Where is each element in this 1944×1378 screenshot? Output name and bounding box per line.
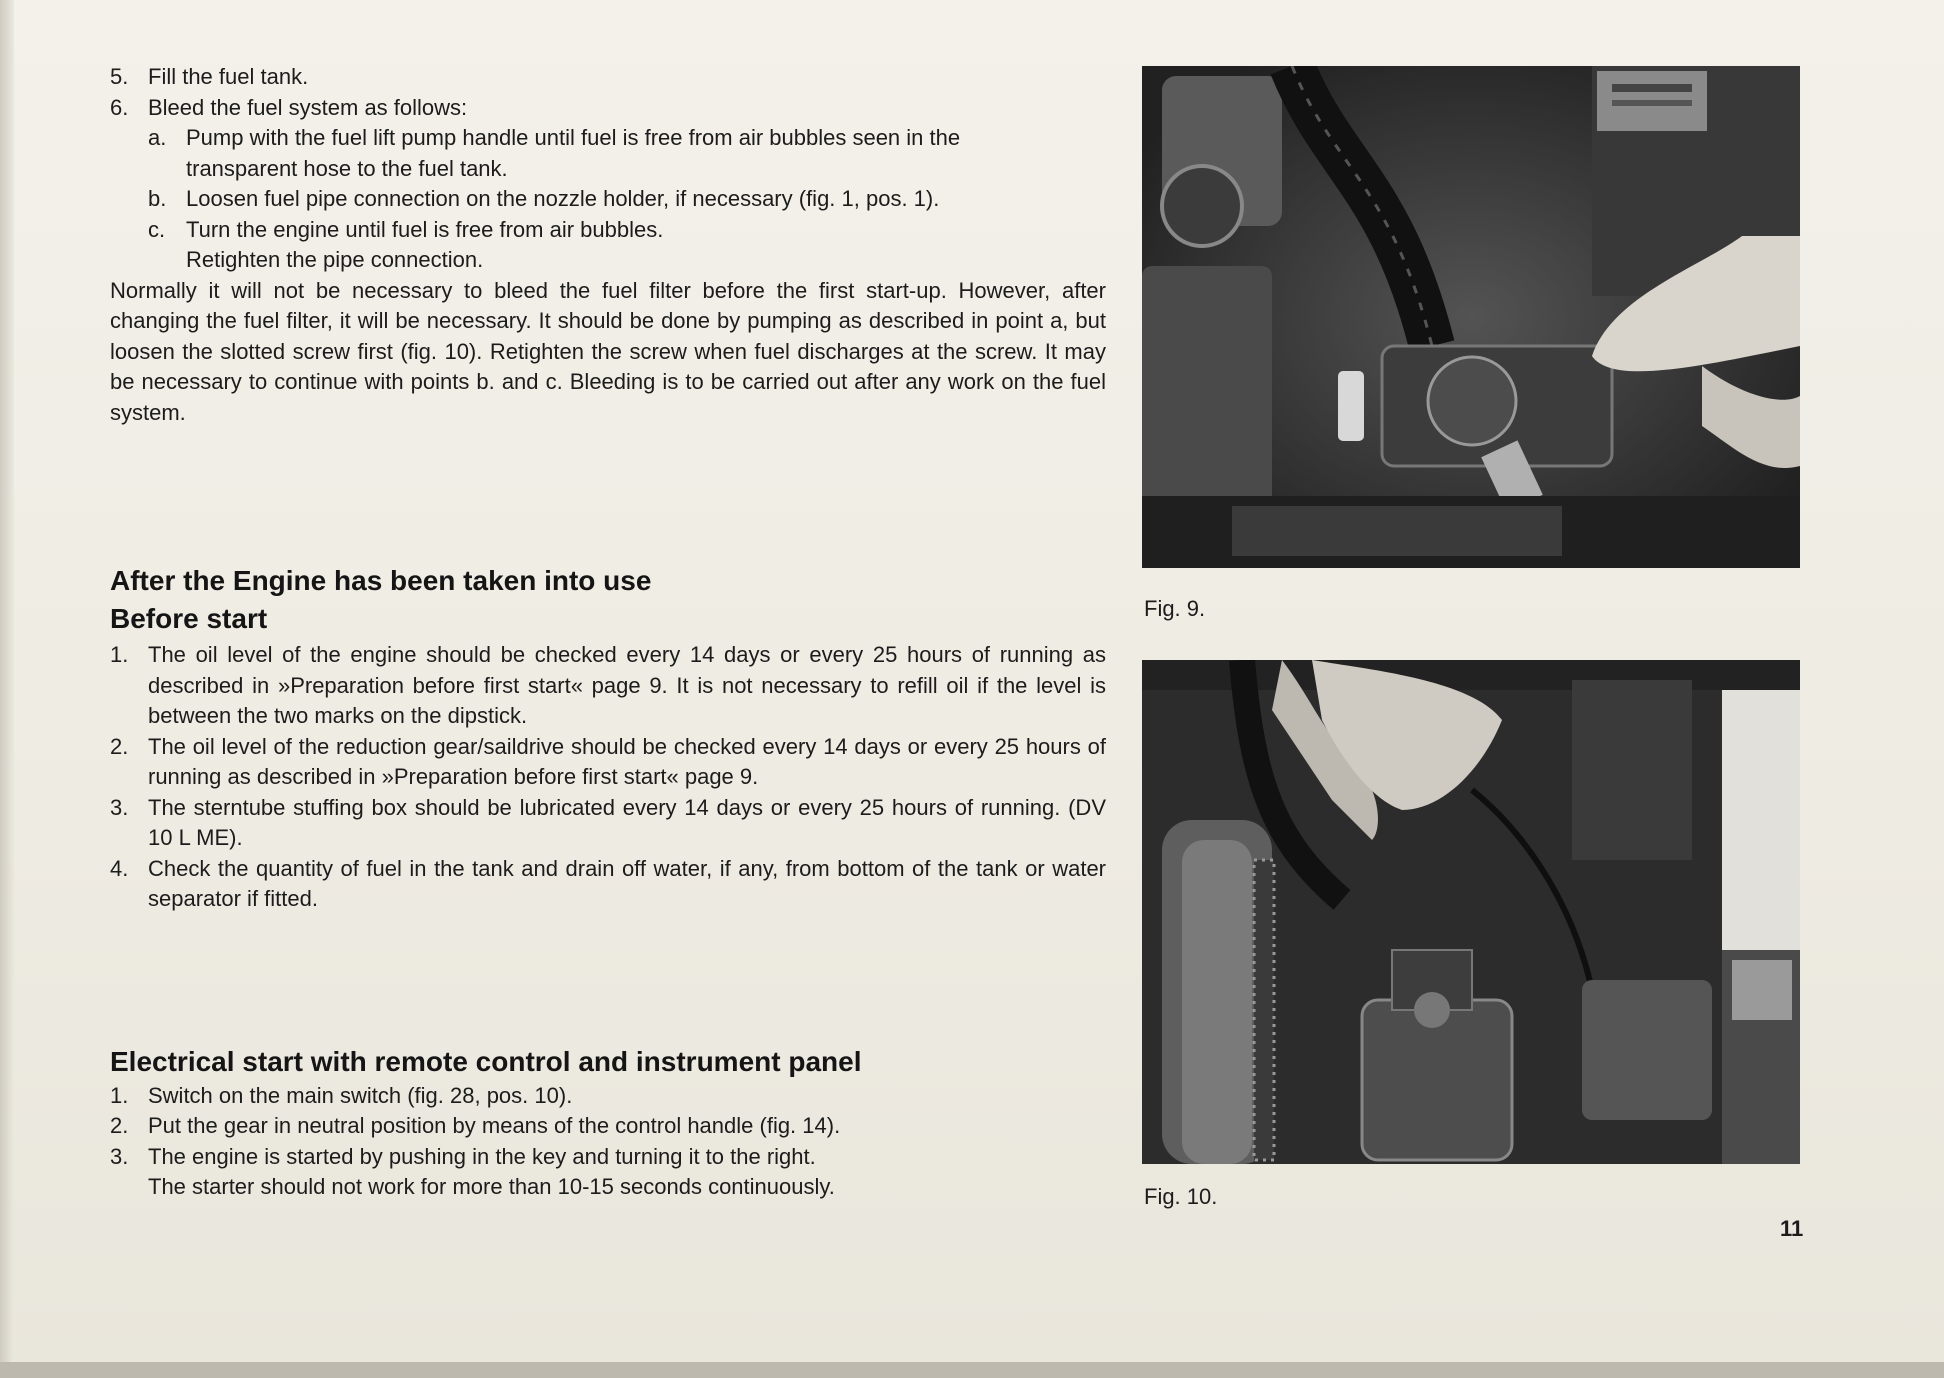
item-text: Switch on the main switch (fig. 28, pos. 10). xyxy=(148,1082,573,1108)
section-subheading: Before start xyxy=(110,603,268,634)
fig-9-illustration xyxy=(1142,66,1800,568)
section-heading: After the Engine has been taken into use xyxy=(110,565,652,596)
substep-text-cont: transparent hose to the fuel tank. xyxy=(186,155,508,181)
check-item-2 xyxy=(110,732,1106,793)
page-number: 11 xyxy=(1780,1216,1804,1241)
text-column xyxy=(110,62,1106,1203)
substep-text: Turn the engine until fuel is free from air bubbles. xyxy=(186,216,664,242)
substep-letter: c. xyxy=(148,216,166,242)
step-number: 5. xyxy=(110,64,129,89)
substep-letter: b. xyxy=(148,186,167,211)
fig-10-caption: Fig. 10. xyxy=(1144,1184,1218,1209)
step-text: Bleed the fuel system as follows: xyxy=(148,94,468,120)
fig-10-engine-photo xyxy=(1142,660,1800,1164)
item-text: The sterntube stuffing box should be lubricated every 14 days or every 25 hours of running. (DV 10 L ME). xyxy=(148,794,1106,850)
substep-b xyxy=(110,184,1106,215)
item-number: 2. xyxy=(110,1113,129,1138)
item-text-cont: The starter should not work for more than 10-15 seconds continuously. xyxy=(148,1174,835,1199)
check-item-4 xyxy=(110,854,1106,915)
item-text: Check the quantity of fuel in the tank and drain off water, if any, from bottom of the tank or water separator if fitted. xyxy=(148,855,1106,911)
substep-letter: a. xyxy=(148,125,167,150)
retighten-note: Retighten the pipe connection. xyxy=(186,247,484,272)
item-number: 2. xyxy=(110,733,129,759)
section-heading-electrical: Electrical start with remote control and instrument panel xyxy=(110,1045,862,1077)
item-text: The engine is started by pushing in the key and turning it to the right. xyxy=(148,1143,816,1169)
substep-c xyxy=(110,215,1106,246)
page-bottom-edge xyxy=(0,1362,1944,1378)
fig-10-illustration xyxy=(1142,660,1800,1164)
item-text: The oil level of the engine should be checked every 14 days or every 25 hours of running as described in »Preparation before first start« page 9. It is not necessary to refill oil if the level is between the two marks on the dipstick. xyxy=(148,642,1106,728)
item-text: The oil level of the reduction gear/saildrive should be checked every 14 days or every 25 hours of running as described in »Preparation before first start« page 9. xyxy=(148,733,1106,789)
item-text: Put the gear in neutral position by means of the control handle (fig. 14). xyxy=(148,1113,841,1138)
substep-a xyxy=(110,123,1106,184)
item-number: 1. xyxy=(110,1082,129,1108)
item-number: 4. xyxy=(110,855,129,881)
fig-9-engine-photo xyxy=(1142,66,1800,568)
step-number: 6. xyxy=(110,94,129,120)
start-item-2 xyxy=(110,1111,1106,1142)
check-item-3 xyxy=(110,793,1106,854)
item-number: 3. xyxy=(110,1143,129,1169)
substep-text: Loosen fuel pipe connection on the nozzle holder, if necessary (fig. 1, pos. 1). xyxy=(186,186,940,211)
start-item-1 xyxy=(110,1081,1106,1112)
step-6 xyxy=(110,93,1106,124)
step-5 xyxy=(110,62,1106,93)
check-item-1 xyxy=(110,640,1106,732)
substep-text: Pump with the fuel lift pump handle until fuel is free from air bubbles seen in the xyxy=(186,125,961,150)
page-binding-edge xyxy=(0,0,14,1378)
item-number: 1. xyxy=(110,642,129,667)
fig-9-caption: Fig. 9. xyxy=(1144,596,1206,621)
start-item-3 xyxy=(110,1142,1106,1203)
bleeding-note: Normally it will not be necessary to bleed the fuel filter before the first start-up. However, after changing the fuel filter, it will be necessary. It should be done by pumping as described in point a, but loosen the slotted screw first (fig. 10). Retighten the screw when fuel discharges at the screw. It may be necessary to continue with points b. and c. Bleeding is to be carried out after any work on the fuel system. xyxy=(110,277,1106,425)
item-number: 3. xyxy=(110,794,129,820)
step-text: Fill the fuel tank. xyxy=(148,64,309,89)
